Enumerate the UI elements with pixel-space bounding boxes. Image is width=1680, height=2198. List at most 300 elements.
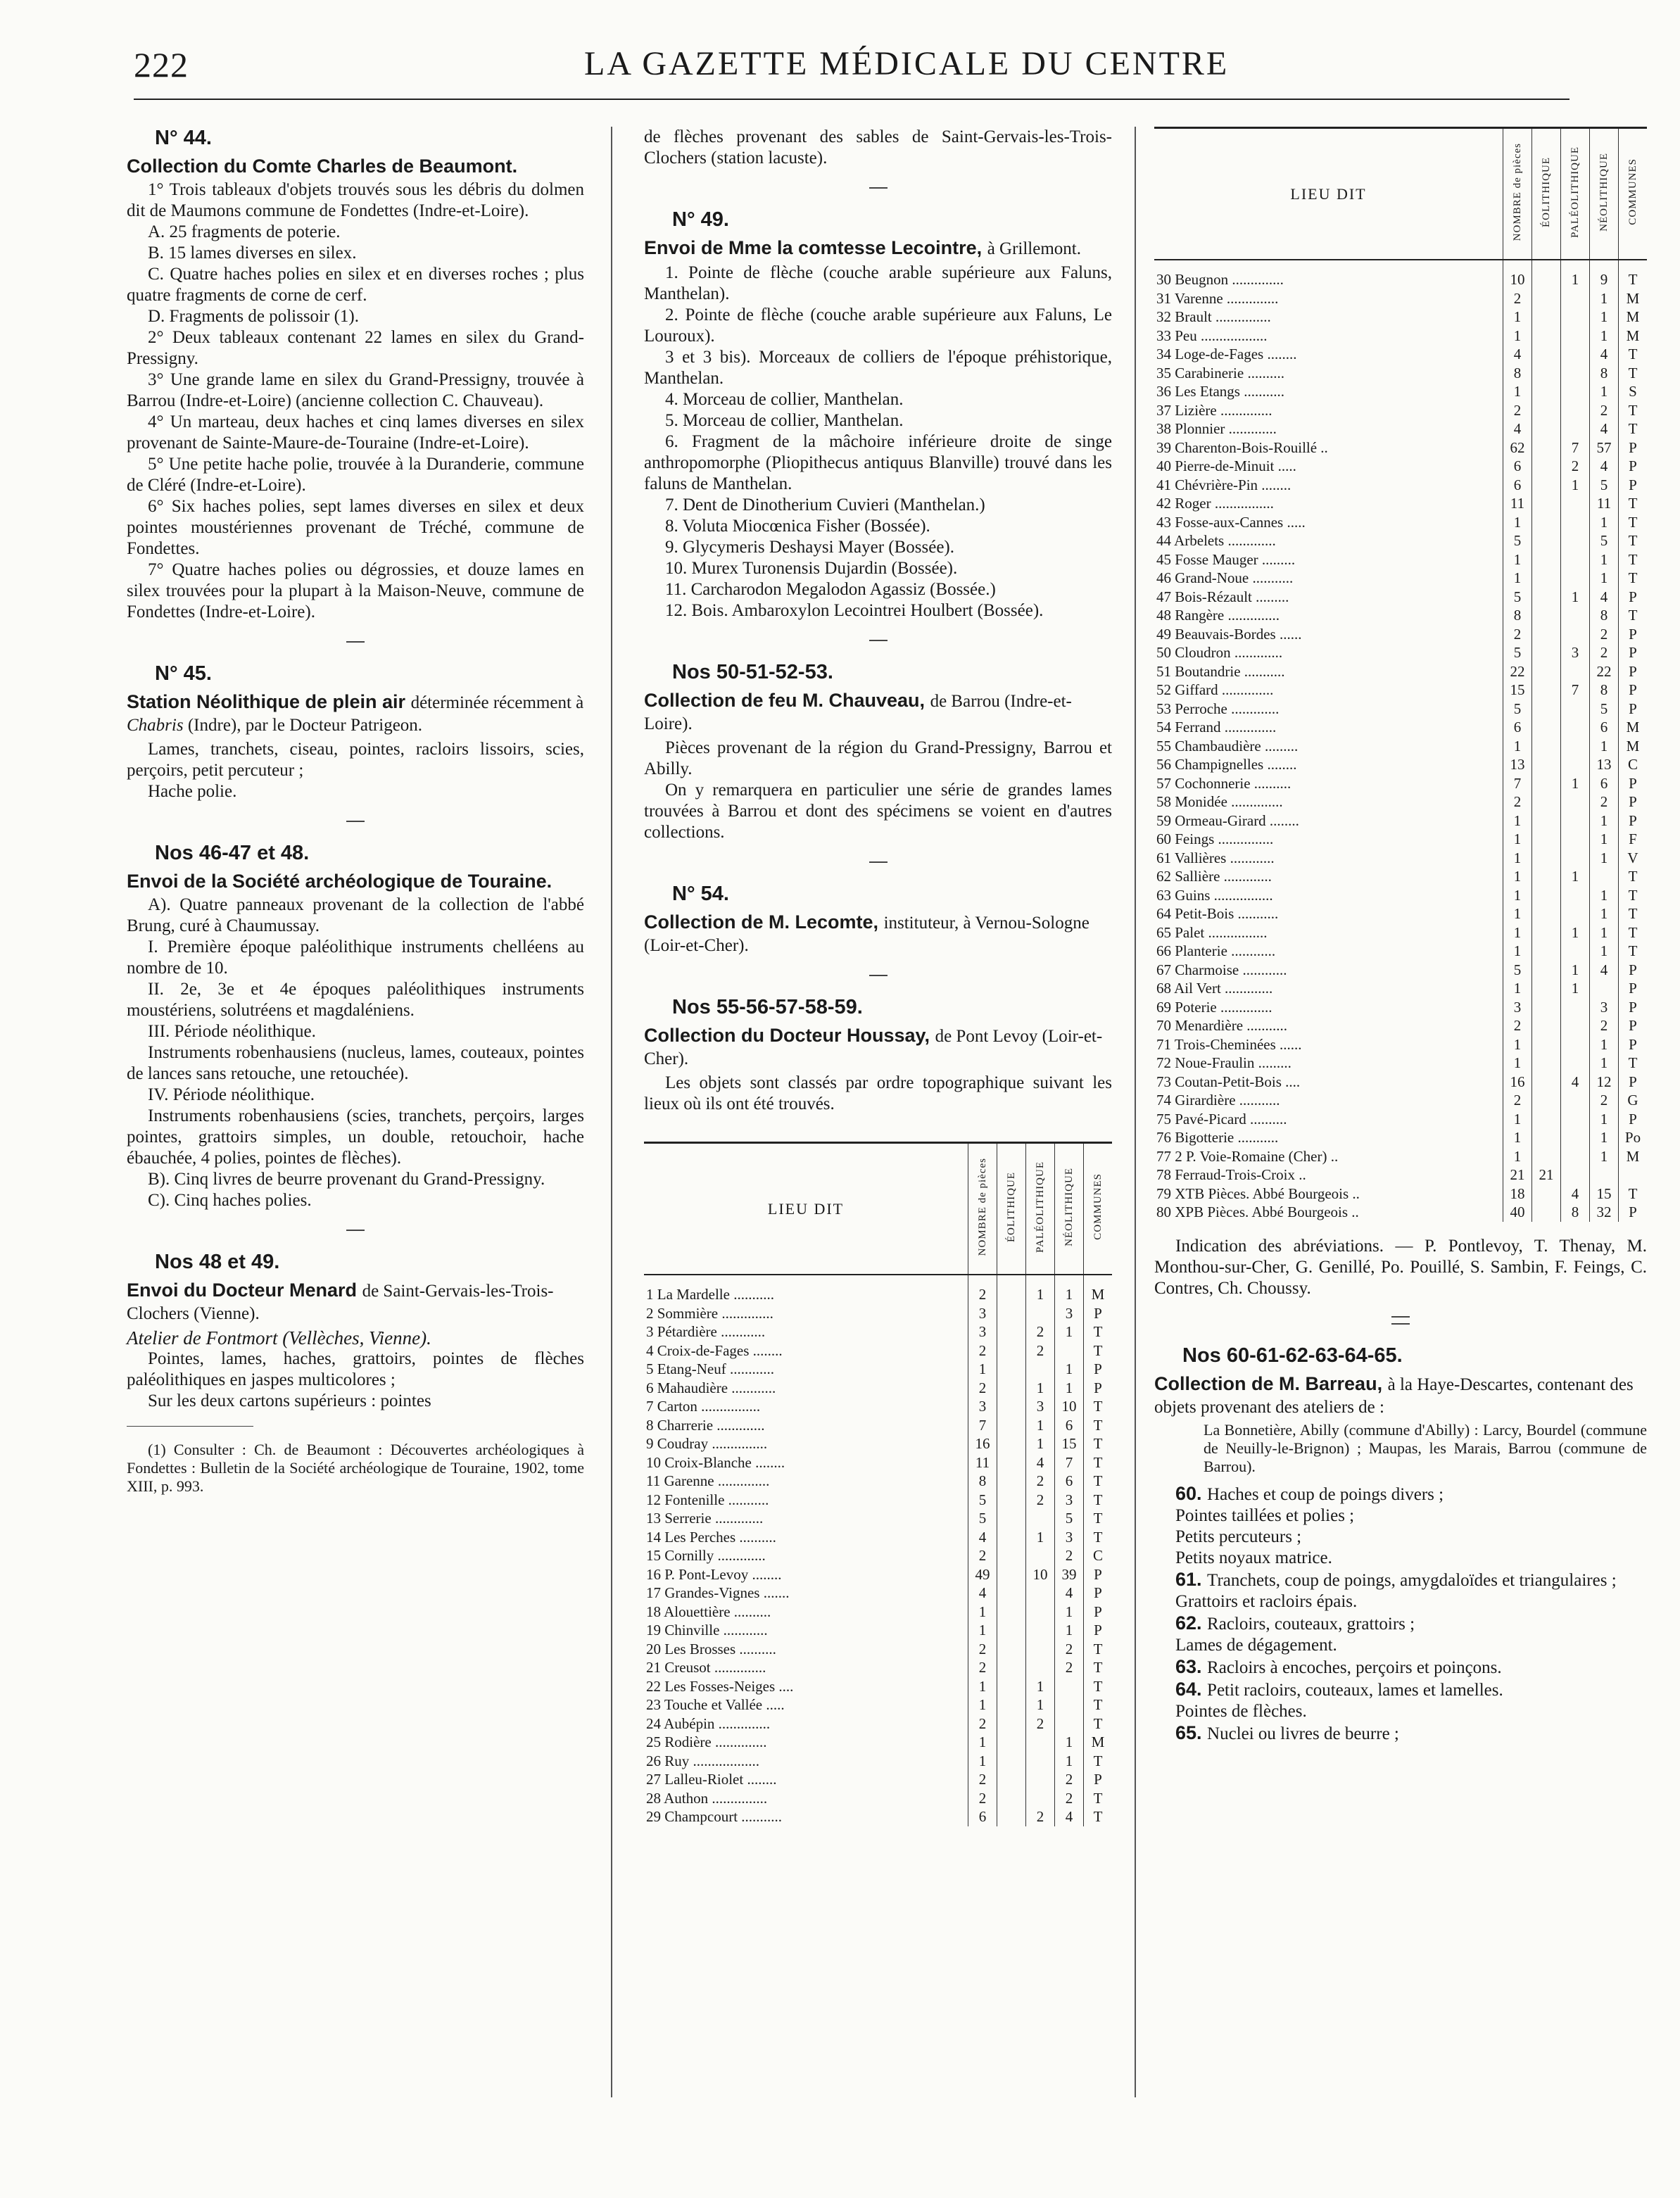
value-cell (997, 1640, 1026, 1659)
value-cell: 1 (1503, 382, 1532, 401)
value-cell (1055, 1695, 1084, 1714)
table-row (644, 1565, 1112, 1584)
table-row (1154, 1054, 1647, 1073)
value-cell (1561, 308, 1590, 327)
value-cell: C (1084, 1546, 1113, 1565)
list-item: 65. Nuclei ou livres de beurre ; (1175, 1722, 1399, 1743)
value-cell: P (1084, 1603, 1113, 1622)
value-cell (997, 1491, 1026, 1510)
value-cell: T (1084, 1322, 1113, 1341)
value-cell: 1 (1590, 886, 1619, 905)
value-cell (1561, 662, 1590, 681)
value-cell (1532, 494, 1561, 513)
value-cell (1532, 345, 1561, 364)
table-row (644, 1603, 1112, 1622)
value-cell: M (1619, 327, 1648, 346)
lieu-dit-cell: 68 Ail Vert ............. (1156, 980, 1273, 997)
paragraph: 3° Une grande lame en silex du Grand-Pressigny, trouvée à Barrou (Indre-et-Loire) (ancienne collection C. Chauveau). (127, 370, 584, 410)
value-cell (1561, 419, 1590, 438)
value-cell (997, 1397, 1026, 1416)
lieu-dit-cell: 75 Pavé-Picard .......... (1156, 1110, 1287, 1128)
value-cell (1532, 681, 1561, 700)
table-row (1154, 700, 1647, 719)
value-cell: 1 (1503, 1035, 1532, 1054)
value-cell: P (1619, 457, 1648, 476)
value-cell: T (1619, 260, 1648, 289)
paragraph: 8. Voluta Miocœnica Fisher (Bossée). (665, 517, 930, 536)
lieu-dit-cell: 54 Ferrand .............. (1156, 719, 1277, 736)
eolithique-header: ÉOLITHIQUE (1540, 156, 1552, 227)
value-cell: 1 (1561, 588, 1590, 607)
table-row (644, 1621, 1112, 1640)
value-cell: 6 (1055, 1472, 1084, 1491)
value-cell: 2 (1503, 401, 1532, 420)
value-cell: 1 (1590, 327, 1619, 346)
table-row (1154, 755, 1647, 774)
communes-header: COMMUNES (1092, 1173, 1104, 1240)
lieu-dit-cell: 31 Varenne .............. (1156, 289, 1279, 307)
value-cell: M (1619, 718, 1648, 737)
value-cell: V (1619, 849, 1648, 868)
communes-header: COMMUNES (1627, 158, 1638, 225)
section-number: N° 45. (155, 662, 212, 685)
paragraph: Pointes, lames, haches, grattoirs, pointes de flèches paléolithiques en jaspes multicolores ; (127, 1349, 584, 1389)
lieu-dit-cell: 57 Cochonnerie .......... (1156, 774, 1291, 792)
value-cell (1532, 811, 1561, 830)
value-cell: P (1084, 1770, 1113, 1789)
paragraph: IV. Période néolithique. (148, 1085, 315, 1104)
value-cell (1532, 476, 1561, 495)
lieu-dit-cell: 20 Les Brosses .......... (646, 1640, 776, 1657)
value-cell (997, 1621, 1026, 1640)
section-title: Envoi de Mme la comtesse Lecointre, à Grillemont. (644, 237, 1081, 258)
table-row (644, 1416, 1112, 1435)
value-cell (1561, 569, 1590, 588)
value-cell (1026, 1658, 1055, 1677)
value-cell: 4 (968, 1584, 997, 1603)
value-cell: 4 (1590, 457, 1619, 476)
table-row (644, 1397, 1112, 1416)
value-cell (1532, 755, 1561, 774)
value-cell (1532, 531, 1561, 550)
value-cell (1532, 867, 1561, 886)
value-cell: 1 (1503, 886, 1532, 905)
paragraph: Pièces provenant de la région du Grand-Pressigny, Barrou et Abilly. (644, 738, 1112, 778)
value-cell: 2 (1503, 1016, 1532, 1035)
section-number: Nos 46-47 et 48. (155, 842, 310, 864)
value-cell: M (1084, 1733, 1113, 1752)
value-cell (997, 1434, 1026, 1453)
table-row (1154, 737, 1647, 756)
value-cell: 5 (1503, 531, 1532, 550)
separator (869, 640, 888, 641)
value-cell: P (1619, 476, 1648, 495)
value-cell: 1 (1590, 904, 1619, 923)
value-cell: 6 (1503, 718, 1532, 737)
lieu-dit-cell: 21 Creusot .............. (646, 1659, 766, 1676)
list-item: 61. Tranchets, coup de poings, amygdaloïdes et triangulaires ; (1175, 1568, 1617, 1590)
value-cell (1026, 1789, 1055, 1808)
paragraph: de flèches provenant des sables de Saint-Gervais-les-Trois-Clochers (station lacuste). (644, 127, 1112, 168)
value-cell: 4 (1055, 1807, 1084, 1826)
lieu-dit-cell: 63 Guins ................ (1156, 886, 1273, 904)
paragraph: On y remarquera en particulier une série de grandes lames trouvées à Barrou et dont des spécimens se voient en d'autres collections. (644, 781, 1112, 842)
lieu-dit-cell: 44 Arbelets ............. (1156, 532, 1276, 550)
value-cell (1026, 1770, 1055, 1789)
value-cell (997, 1453, 1026, 1472)
value-cell (1561, 1110, 1590, 1129)
value-cell (1561, 382, 1590, 401)
value-cell: 2 (1503, 792, 1532, 811)
lieu-dit-cell: 22 Les Fosses-Neiges .... (646, 1677, 794, 1695)
table-row (1154, 260, 1647, 289)
value-cell: 8 (1590, 681, 1619, 700)
abbreviations-note: Indication des abréviations. — P. Pontlevoy, T. Thenay, M. Monthou-sur-Cher, G. Genillé, Po. Pouillé, S. Sambin, F. Feings, C. Contres, Ch. Choussy. (1154, 1236, 1647, 1298)
value-cell: 1 (1590, 550, 1619, 569)
value-cell (1532, 550, 1561, 569)
paragraph: Hache polie. (148, 782, 237, 801)
value-cell: 1 (1055, 1621, 1084, 1640)
lieu-dit-cell: 67 Charmoise ............ (1156, 961, 1287, 978)
table-row (1154, 345, 1647, 364)
paragraph: 2° Deux tableaux contenant 22 lames en silex du Grand-Pressigny. (127, 328, 584, 368)
lieu-dit-cell: 33 Peu .................. (1156, 327, 1268, 344)
paragraph: 5° Une petite hache polie, trouvée à la Duranderie, commune de Cléré (Indre-et-Loire). (127, 455, 584, 495)
value-cell: 6 (1055, 1416, 1084, 1435)
value-cell (1532, 260, 1561, 289)
value-cell: 15 (1503, 681, 1532, 700)
value-cell: M (1084, 1275, 1113, 1304)
value-cell: 2 (1055, 1546, 1084, 1565)
value-cell: 7 (1561, 438, 1590, 457)
value-cell: M (1619, 1147, 1648, 1166)
value-cell: P (1084, 1379, 1113, 1398)
paragraph: I. Première époque paléolithique instruments chelléens au nombre de 10. (127, 937, 584, 978)
value-cell: T (1084, 1658, 1113, 1677)
value-cell (1532, 830, 1561, 849)
value-cell: 1 (968, 1677, 997, 1696)
value-cell: 8 (968, 1472, 997, 1491)
table-row (644, 1322, 1112, 1341)
list-item: Pointes de flèches. (1175, 1701, 1307, 1721)
value-cell (1561, 513, 1590, 532)
value-cell: F (1619, 830, 1648, 849)
value-cell: 7 (1503, 774, 1532, 793)
column-3 (1154, 127, 1647, 1745)
paragraph: A). Quatre panneaux provenant de la collection de l'abbé Brung, curé à Chaumussay. (127, 895, 584, 935)
separator (869, 861, 888, 863)
value-cell (997, 1528, 1026, 1547)
lieu-dit-cell: 27 Lalleu-Riolet ........ (646, 1771, 777, 1788)
value-cell: 2 (1590, 625, 1619, 644)
value-cell: 13 (1590, 755, 1619, 774)
table-row (1154, 998, 1647, 1017)
table-row (1154, 643, 1647, 662)
table-row (1154, 550, 1647, 569)
nombre-header: NOMBRE de pièces (1511, 142, 1523, 241)
paragraph: Instruments robenhausiens (nucleus, lames, couteaux, pointes de lances sans retouche, une retouchée). (127, 1043, 584, 1083)
value-cell (997, 1695, 1026, 1714)
value-cell (997, 1677, 1026, 1696)
table-row (644, 1695, 1112, 1714)
value-cell: 4 (1590, 345, 1619, 364)
value-cell (1532, 942, 1561, 961)
value-cell: 13 (1503, 755, 1532, 774)
list-item: Grattoirs et racloirs épais. (1175, 1591, 1358, 1611)
header-rule (134, 99, 1570, 100)
value-cell (1561, 755, 1590, 774)
value-cell: 1 (1503, 1110, 1532, 1129)
value-cell: 1 (1503, 1147, 1532, 1166)
table-row (644, 1509, 1112, 1528)
paragraph: C. Quatre haches polies en silex et en diverses roches ; plus quatre fragments de corne de cerf. (127, 265, 584, 305)
lieu-dit-cell: 61 Vallières ............ (1156, 849, 1275, 866)
lieu-dit-cell: 48 Rangère .............. (1156, 607, 1280, 624)
value-cell: 9 (1590, 260, 1619, 289)
lieu-dit-cell: 74 Girardière ........... (1156, 1092, 1280, 1109)
value-cell: 4 (1590, 588, 1619, 607)
lieu-dit-cell: 55 Chambaudière ......... (1156, 737, 1299, 754)
table-row (1154, 1203, 1647, 1222)
value-cell (1532, 849, 1561, 868)
value-cell (1026, 1603, 1055, 1622)
value-cell: 6 (1590, 718, 1619, 737)
value-cell (997, 1770, 1026, 1789)
table-row (1154, 867, 1647, 886)
column-1 (127, 127, 584, 1496)
value-cell: P (1619, 979, 1648, 998)
value-cell: T (1619, 569, 1648, 588)
table-row (1154, 979, 1647, 998)
value-cell (1532, 438, 1561, 457)
section-number: Nos 55-56-57-58-59. (672, 996, 863, 1018)
value-cell (997, 1565, 1026, 1584)
value-cell: 1 (1026, 1434, 1055, 1453)
value-cell: 11 (1590, 494, 1619, 513)
lieu-dit-cell: 1 La Mardelle ........... (646, 1286, 774, 1303)
lieu-dit-cell: 25 Rodière .............. (646, 1733, 767, 1751)
table-row (1154, 625, 1647, 644)
value-cell (1532, 569, 1561, 588)
value-cell (1532, 774, 1561, 793)
value-cell: 1 (1590, 1147, 1619, 1166)
lieu-dit-cell: 59 Ormeau-Girard ........ (1156, 811, 1299, 829)
value-cell: 8 (1561, 1203, 1590, 1222)
table-row (1154, 1035, 1647, 1054)
value-cell: 10 (1026, 1565, 1055, 1584)
value-cell: 1 (968, 1752, 997, 1771)
value-cell (1532, 308, 1561, 327)
section-title: Collection du Docteur Houssay, de Pont Levoy (Loir-et-Cher). (644, 1025, 1103, 1068)
value-cell: P (1619, 998, 1648, 1017)
value-cell: 1 (1055, 1275, 1084, 1304)
lieu-dit-cell: 13 Serrerie ............. (646, 1510, 764, 1527)
value-cell (1561, 494, 1590, 513)
value-cell: 39 (1055, 1565, 1084, 1584)
value-cell (1532, 606, 1561, 625)
value-cell (1532, 998, 1561, 1017)
table-row (1154, 1016, 1647, 1035)
value-cell (1026, 1304, 1055, 1323)
paragraph: 11. Carcharodon Megalodon Agassiz (Bossée.) (665, 580, 996, 599)
value-cell: M (1619, 737, 1648, 756)
value-cell: 2 (1503, 625, 1532, 644)
value-cell: 12 (1590, 1073, 1619, 1092)
separator (346, 821, 365, 822)
value-cell: 5 (968, 1491, 997, 1510)
value-cell: 3 (1561, 643, 1590, 662)
lieu-dit-table-1 (644, 1142, 1112, 1826)
value-cell: T (1619, 1054, 1648, 1073)
value-cell: 21 (1503, 1166, 1532, 1185)
neolithique-header: NÉOLITHIQUE (1063, 1167, 1075, 1246)
value-cell: 11 (968, 1453, 997, 1472)
value-cell: 1 (1055, 1603, 1084, 1622)
lieu-dit-cell: 79 XTB Pièces. Abbé Bourgeois .. (1156, 1185, 1360, 1202)
value-cell: T (1084, 1752, 1113, 1771)
section-number: N° 44. (155, 127, 212, 149)
value-cell (1532, 457, 1561, 476)
value-cell (1561, 550, 1590, 569)
value-cell (1561, 345, 1590, 364)
value-cell (1619, 1166, 1648, 1185)
value-cell: P (1619, 961, 1648, 980)
value-cell: 1 (1055, 1752, 1084, 1771)
value-cell (997, 1546, 1026, 1565)
value-cell (1590, 1166, 1619, 1185)
page-header (134, 39, 1570, 99)
list-item: Pointes taillées et polies ; (1175, 1505, 1355, 1525)
value-cell: 1 (1503, 737, 1532, 756)
value-cell: 1 (1026, 1275, 1055, 1304)
value-cell (1590, 979, 1619, 998)
value-cell: 3 (968, 1322, 997, 1341)
paragraph: Les objets sont classés par ordre topographique suivant les lieux où ils ont été trouvés. (644, 1073, 1112, 1113)
value-cell: 1 (1503, 979, 1532, 998)
lieu-dit-cell: 16 P. Pont-Levoy ........ (646, 1565, 782, 1583)
value-cell: 2 (1026, 1714, 1055, 1733)
lieu-dit-cell: 11 Garenne .............. (646, 1472, 770, 1490)
value-cell (997, 1341, 1026, 1360)
value-cell (1532, 904, 1561, 923)
value-cell (1532, 961, 1561, 980)
value-cell (1055, 1341, 1084, 1360)
value-cell: 1 (1503, 923, 1532, 942)
value-cell (997, 1789, 1026, 1808)
table-row (1154, 569, 1647, 588)
value-cell: 3 (1503, 998, 1532, 1017)
value-cell: T (1619, 904, 1648, 923)
value-cell: T (1084, 1789, 1113, 1808)
value-cell: T (1619, 364, 1648, 383)
lieu-dit-cell: 43 Fosse-aux-Cannes ..... (1156, 513, 1306, 531)
paragraph: 12. Bois. Ambaroxylon Lecointrei Houlbert (Bossée). (665, 601, 1044, 620)
value-cell (997, 1733, 1026, 1752)
neolithique-header: NÉOLITHIQUE (1598, 152, 1610, 232)
table-row (644, 1528, 1112, 1547)
value-cell: C (1619, 755, 1648, 774)
value-cell: T (1619, 942, 1648, 961)
paragraph: C). Cinq haches polies. (148, 1191, 312, 1210)
value-cell (997, 1416, 1026, 1435)
value-cell (1026, 1584, 1055, 1603)
value-cell: 1 (1561, 774, 1590, 793)
value-cell: 1 (1503, 830, 1532, 849)
lieu-dit-cell: 71 Trois-Cheminées ...... (1156, 1035, 1302, 1053)
value-cell (1532, 327, 1561, 346)
value-cell: T (1084, 1453, 1113, 1472)
value-cell (1532, 718, 1561, 737)
value-cell (1561, 1091, 1590, 1110)
table-row (1154, 718, 1647, 737)
lieu-dit-cell: 42 Roger ................ (1156, 495, 1274, 512)
lieu-dit-cell: 78 Ferraud-Trois-Croix .. (1156, 1166, 1306, 1184)
lieu-dit-cell: 8 Charrerie ............. (646, 1416, 765, 1434)
value-cell (1532, 289, 1561, 308)
table-row (1154, 849, 1647, 868)
value-cell (1561, 1016, 1590, 1035)
table-row (1154, 681, 1647, 700)
value-cell (997, 1322, 1026, 1341)
value-cell: 2 (968, 1714, 997, 1733)
lieu-dit-cell: 4 Croix-de-Fages ........ (646, 1341, 783, 1359)
table-row (1154, 1185, 1647, 1204)
table-row (1154, 606, 1647, 625)
value-cell: T (1619, 345, 1648, 364)
lieu-dit-cell: 46 Grand-Noue ........... (1156, 569, 1294, 587)
eolithique-header: ÉOLITHIQUE (1005, 1171, 1017, 1242)
section-title: Envoi de la Société archéologique de Touraine. (127, 871, 552, 892)
value-cell (997, 1304, 1026, 1323)
value-cell: T (1084, 1714, 1113, 1733)
value-cell: 3 (1590, 998, 1619, 1017)
value-cell (1532, 737, 1561, 756)
value-cell: G (1619, 1091, 1648, 1110)
value-cell: 1 (1561, 260, 1590, 289)
paragraph: 1. Pointe de flèche (couche arable supérieure aux Faluns, Manthelan). (644, 263, 1112, 303)
table-row (1154, 886, 1647, 905)
table-row (1154, 476, 1647, 495)
table-row (1154, 531, 1647, 550)
value-cell: 1 (1590, 1128, 1619, 1147)
value-cell: 2 (1590, 401, 1619, 420)
table-row (644, 1658, 1112, 1677)
value-cell (1532, 419, 1561, 438)
value-cell (1532, 1128, 1561, 1147)
value-cell (1532, 643, 1561, 662)
table-row (1154, 513, 1647, 532)
value-cell: 6 (968, 1807, 997, 1826)
value-cell: 5 (968, 1509, 997, 1528)
value-cell: 8 (1503, 364, 1532, 383)
table-row (1154, 1110, 1647, 1129)
value-cell (1532, 1054, 1561, 1073)
value-cell: T (1084, 1397, 1113, 1416)
value-cell (1561, 289, 1590, 308)
value-cell: 15 (1590, 1185, 1619, 1204)
section-number: N° 49. (672, 208, 729, 231)
lieu-dit-cell: 58 Monidée .............. (1156, 793, 1283, 811)
value-cell: 2 (1561, 457, 1590, 476)
value-cell: 1 (1026, 1379, 1055, 1398)
table-row (1154, 1166, 1647, 1185)
value-cell: T (1084, 1695, 1113, 1714)
separator (869, 187, 888, 189)
value-cell (1532, 886, 1561, 905)
value-cell (1532, 513, 1561, 532)
value-cell (1561, 1035, 1590, 1054)
value-cell (1561, 327, 1590, 346)
